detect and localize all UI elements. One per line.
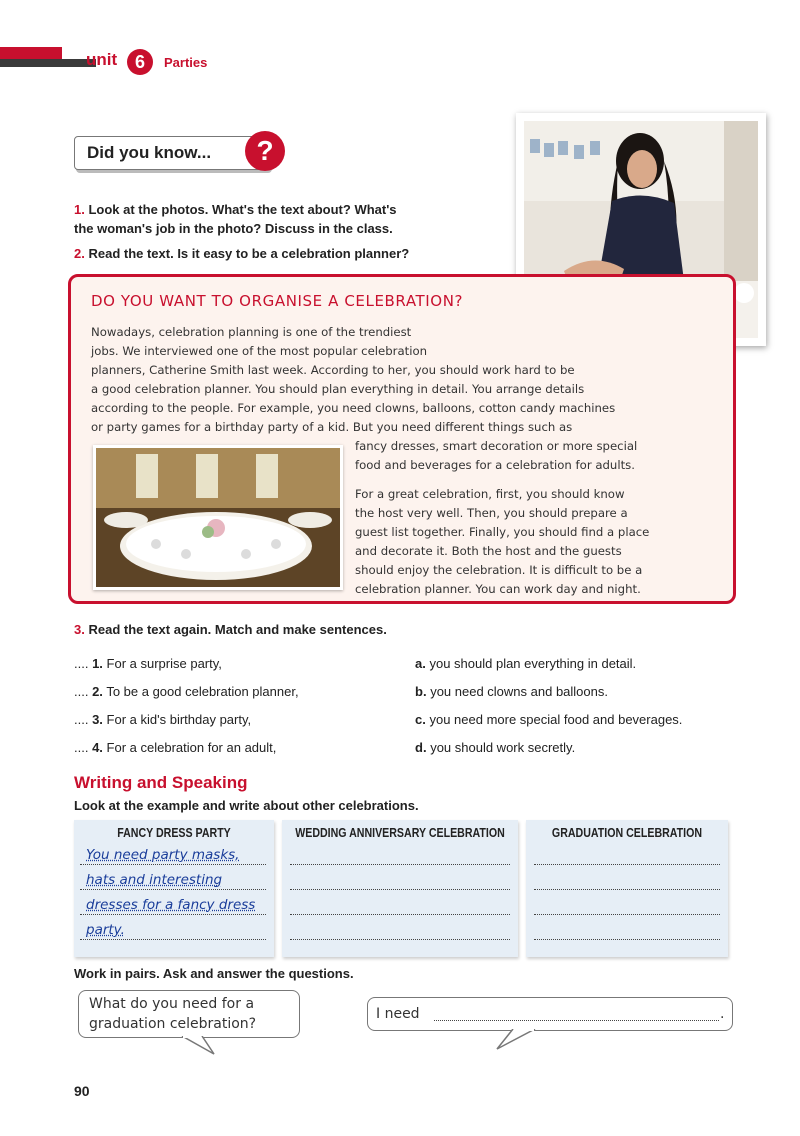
match-right-a [415,656,636,671]
question-bubble-line: graduation celebration? [89,1016,257,1032]
match-text: For a celebration for an adult, [106,740,277,755]
answer-line[interactable] [534,864,720,865]
writing-speaking-title: Writing and Speaking [74,773,248,792]
match-blank[interactable]: .... [74,712,89,727]
match-text: you should plan everything in detail. [429,656,637,671]
answer-line[interactable] [534,914,720,915]
writing-instruction: Look at the example and write about other celebrations. [74,798,419,813]
question-1 [74,200,397,238]
header-dark-bar [0,59,96,67]
answer-bubble-tail [495,1029,545,1051]
match-text: you need clowns and balloons. [430,684,608,699]
match-blank[interactable]: .... [74,740,89,755]
question-3-text: Read the text again. Match and make sentences. [88,622,387,637]
did-you-know-box [74,135,274,170]
reading-line: food and beverages for a celebration for adults. [355,458,635,472]
reading-title: DO YOU WANT TO ORGANISE A CELEBRATION? [91,292,464,310]
answer-line[interactable] [80,864,266,865]
match-right-d [415,740,575,755]
match-text: To be a good celebration planner, [106,684,299,699]
match-number: 2. [92,684,103,699]
answer-line[interactable] [534,889,720,890]
example-answer-line: You need party masks, [86,847,240,863]
page-number: 90 [74,1083,90,1099]
match-text: For a kid's birthday party, [106,712,252,727]
match-right-b [415,684,608,699]
match-left-1 [74,656,222,671]
match-text: For a surprise party, [106,656,222,671]
answer-line[interactable] [534,939,720,940]
question-3-number: 3. [74,622,85,637]
reading-line: should enjoy the celebration. It is difficult to be a [355,563,643,577]
question-2-number: 2. [74,246,85,261]
reading-line: fancy dresses, smart decoration or more special [355,439,638,453]
example-answer-line: dresses for a fancy dress [86,897,256,913]
match-number: 3. [92,712,103,727]
answer-speech-bubble [367,997,733,1031]
question-mark-icon: ? [245,131,285,171]
match-blank[interactable]: .... [74,656,89,671]
question-2 [74,244,409,263]
reading-panel [68,274,736,604]
match-letter: a. [415,656,426,671]
answer-line[interactable] [290,914,510,915]
answer-bubble-text: I need [376,1006,420,1022]
match-left-3 [74,712,251,727]
reading-line: a good celebration planner. You should plan everything in detail. You arrange details [91,382,585,396]
unit-title: Parties [164,55,208,70]
question-speech-bubble [78,990,300,1038]
answer-line[interactable] [290,864,510,865]
answer-line[interactable] [80,939,266,940]
match-left-4 [74,740,276,755]
reading-paragraph-1 [91,323,615,437]
question-bubble-tail [180,1036,220,1056]
answer-line[interactable] [290,889,510,890]
question-1-line1: Look at the photos. What's the text about? What's [88,202,397,217]
example-answer-line: hats and interesting [86,872,223,888]
match-left-2 [74,684,299,699]
reading-paragraph-2 [355,485,649,599]
reading-paragraph-1-end [355,437,637,475]
unit-label: unit [86,50,118,69]
answer-line[interactable] [290,939,510,940]
question-1-line2: the woman's job in the photo? Discuss in the class. [74,221,393,236]
answer-line[interactable] [80,889,266,890]
reading-line: or party games for a birthday party of a kid. But you need different things such as [91,420,573,434]
banquet-hall-illustration [96,448,340,587]
match-letter: b. [415,684,427,699]
reading-line: according to the people. For example, you need clowns, balloons, cotton candy machines [91,401,616,415]
unit-number-badge: 6 [127,49,153,75]
example-answer-line: party. [86,922,125,938]
match-blank[interactable]: .... [74,684,89,699]
reading-line: the host very well. Then, you should prepare a [355,506,628,520]
reading-line: celebration planner. You can work day and night. [355,582,641,596]
reading-line: jobs. We interviewed one of the most popular celebration [91,344,427,358]
column-header-wedding: WEDDING ANNIVERSARY CELEBRATION [295,826,505,840]
column-header-graduation: GRADUATION CELEBRATION [551,826,703,840]
match-text: you need more special food and beverages. [429,712,683,727]
column-header-fancy-dress: FANCY DRESS PARTY [117,826,231,840]
header-accent-bar [0,47,62,59]
match-number: 1. [92,656,103,671]
reading-line: guest list together. Finally, you should find a place [355,525,650,539]
question-3 [74,620,387,639]
speaking-instruction: Work in pairs. Ask and answer the questions. [74,966,354,981]
answer-blank-line[interactable] [434,1020,719,1021]
did-you-know-label: Did you know... [87,143,212,162]
question-2-text: Read the text. Is it easy to be a celebration planner? [88,246,410,261]
match-number: 4. [92,740,103,755]
question-bubble-text [89,994,256,1034]
reading-line: Nowadays, celebration planning is one of the trendiest [91,325,412,339]
question-bubble-line: What do you need for a [89,996,255,1012]
reading-line: For a great celebration, first, you should know [355,487,625,501]
banquet-hall-photo [93,445,343,590]
answer-bubble-period: . [720,1006,725,1022]
match-letter: d. [415,740,427,755]
match-text: you should work secretly. [430,740,576,755]
answer-line[interactable] [80,914,266,915]
match-letter: c. [415,712,426,727]
question-1-number: 1. [74,202,85,217]
match-right-c [415,712,682,727]
reading-line: planners, Catherine Smith last week. According to her, you should work hard to be [91,363,575,377]
reading-line: and decorate it. Both the host and the guests [355,544,622,558]
